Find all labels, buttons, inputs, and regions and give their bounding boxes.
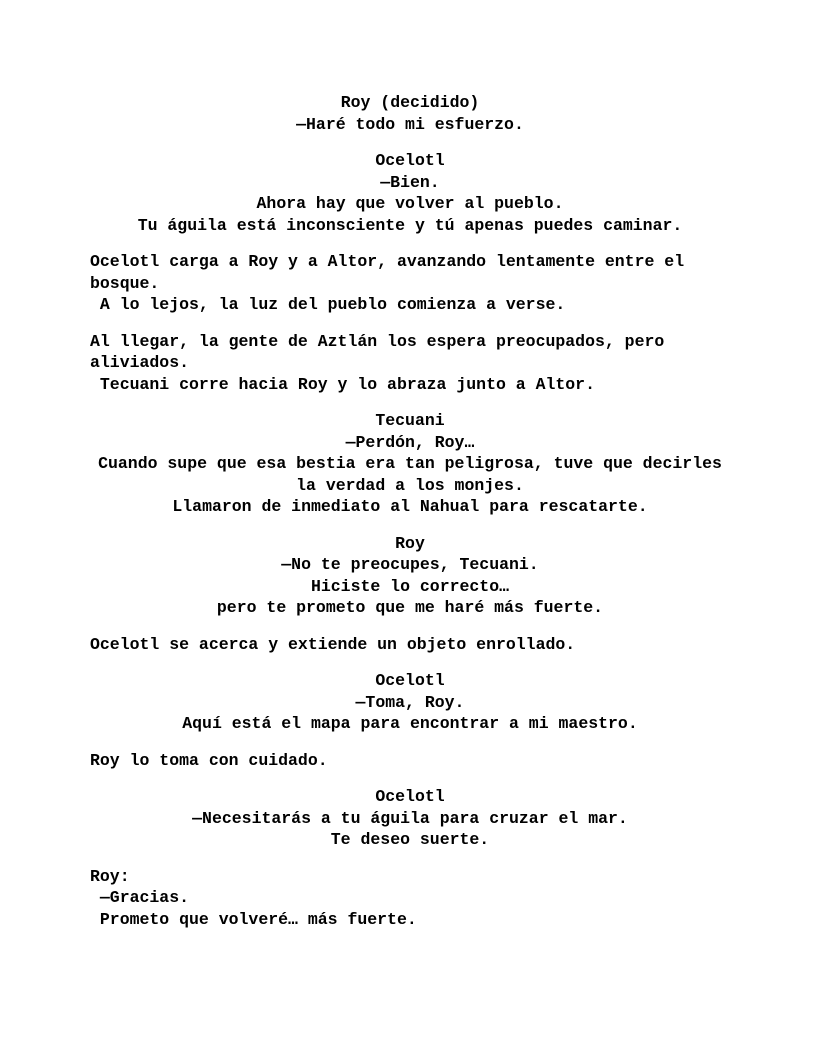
- script-line: Tecuani corre hacia Roy y lo abraza junto a Altor.: [90, 374, 595, 394]
- script-line: A lo lejos, la luz del pueblo comienza a verse.: [90, 295, 566, 314]
- script-paragraph-action: [90, 251, 730, 316]
- script-paragraph-dialogue: [90, 150, 730, 236]
- script-line: Te deseo suerte.: [330, 830, 490, 849]
- script-line: —No te preocupes, Tecuani.: [281, 555, 539, 574]
- script-line: Roy lo toma con cuidado.: [90, 750, 328, 770]
- script-line: Ocelotl: [375, 151, 445, 170]
- script-paragraph-action: [90, 750, 730, 772]
- script-line: Prometo que volveré… más fuerte.: [90, 909, 417, 929]
- script-line: Ocelotl: [375, 671, 445, 690]
- script-line: bosque.: [90, 273, 160, 293]
- script-line: Roy: [395, 533, 425, 553]
- script-line: aliviados.: [90, 353, 190, 372]
- script-line: —Perdón, Roy…: [345, 432, 475, 452]
- script-paragraph-action: [90, 634, 730, 656]
- script-line: —Gracias.: [90, 888, 190, 907]
- script-line: Ocelotl carga a Roy y a Altor, avanzando lentamente entre el: [90, 252, 685, 271]
- script-line: —Bien.: [380, 172, 440, 192]
- script-line: Ocelotl: [375, 787, 445, 806]
- script-line: Tecuani: [375, 411, 445, 430]
- script-line: Roy:: [90, 866, 130, 886]
- script-paragraph-dialogue: [90, 533, 730, 619]
- script-paragraph-dialogue: [90, 410, 730, 518]
- script-line: Ahora hay que volver al pueblo.: [256, 194, 564, 213]
- script-line: —Toma, Roy.: [355, 692, 465, 712]
- script-paragraph-dialogue: [90, 92, 730, 135]
- script-line: —Necesitarás a tu águila para cruzar el mar.: [192, 808, 628, 828]
- script-line: Llamaron de inmediato al Nahual para rescatarte.: [172, 497, 648, 516]
- script-line: Ocelotl se acerca y extiende un objeto enrollado.: [90, 634, 576, 654]
- script-line: Al llegar, la gente de Aztlán los espera preocupados, pero: [90, 331, 665, 351]
- script-paragraph-action: [90, 331, 730, 396]
- script-body: [90, 92, 730, 930]
- script-line: Hiciste lo correcto…: [310, 576, 510, 596]
- script-line: Aquí está el mapa para encontrar a mi maestro.: [182, 714, 638, 733]
- script-line: —Haré todo mi esfuerzo.: [296, 114, 524, 134]
- script-paragraph-dialogue: [90, 866, 730, 931]
- script-paragraph-dialogue: [90, 786, 730, 851]
- script-line: pero te prometo que me haré más fuerte.: [216, 598, 604, 617]
- script-line: Roy (decidido): [340, 93, 480, 112]
- script-line: Tu águila está inconsciente y tú apenas puedes caminar.: [137, 215, 683, 235]
- script-paragraph-dialogue: [90, 670, 730, 735]
- script-line: Cuando supe que esa bestia era tan peligrosa, tuve que decirles: [98, 454, 722, 473]
- script-line: la verdad a los monjes.: [296, 475, 524, 495]
